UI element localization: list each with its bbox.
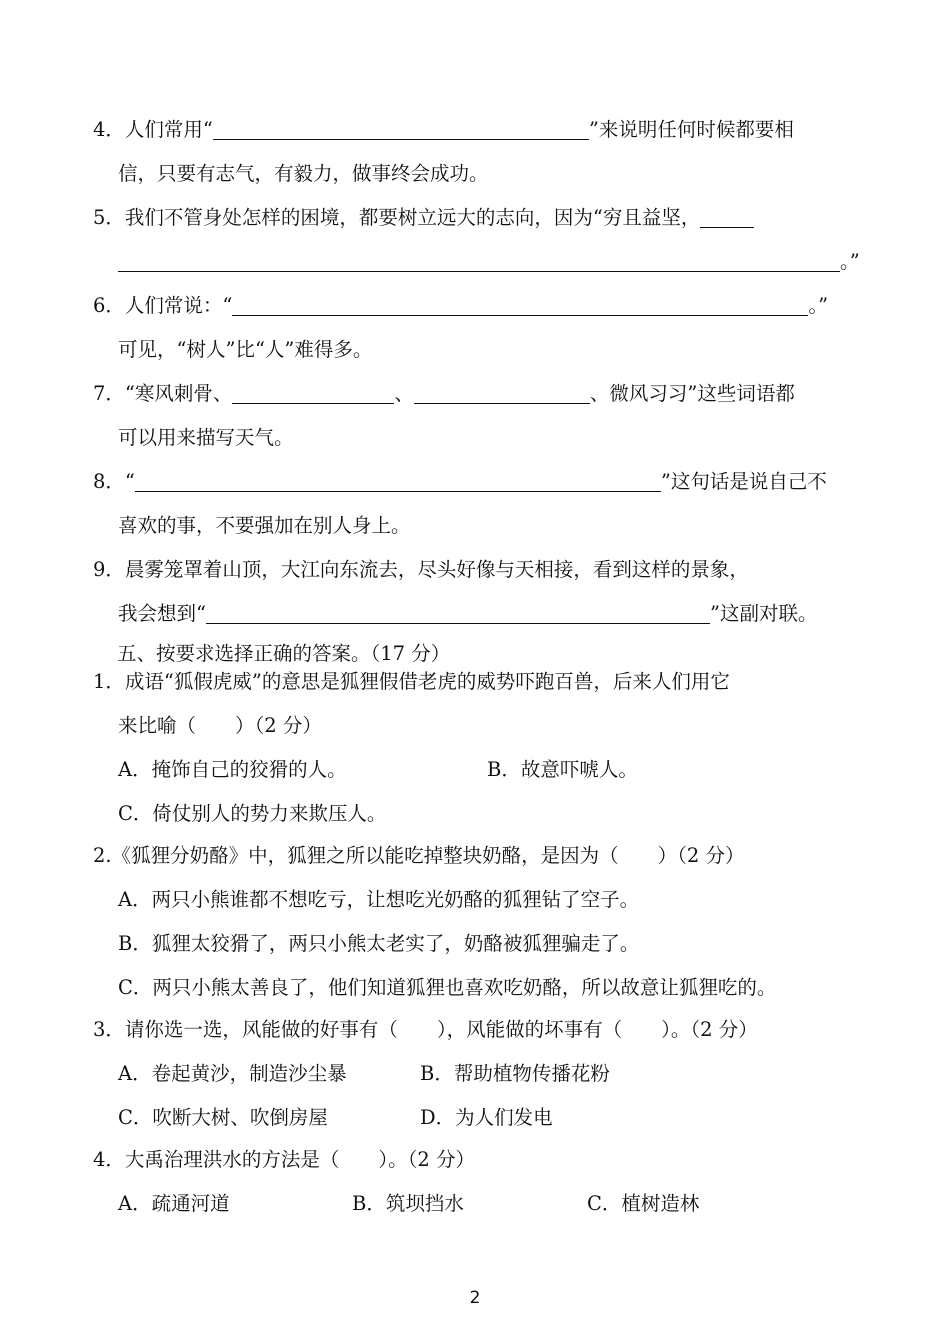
q8-line1	[93, 468, 827, 496]
q5-line1	[93, 204, 754, 232]
q6-answer-blank[interactable]	[232, 293, 808, 316]
q4-line1	[93, 116, 794, 144]
s5-q3-option-a[interactable]: A．卷起黄沙，制造沙尘暴	[118, 1062, 347, 1085]
q4-line2: 信，只要有志气，有毅力，做事终会成功。	[118, 162, 489, 185]
s5-q2-option-b[interactable]: B．狐狸太狡猾了，两只小熊太老实了，奶酪被狐狸骗走了。	[118, 932, 640, 955]
q9-answer-blank[interactable]	[206, 601, 710, 624]
s5-q1-line1: 1．成语“狐假虎威”的意思是狐狸假借老虎的威势吓跑百兽，后来人们用它	[93, 670, 730, 693]
page-number: 2	[469, 1288, 481, 1308]
q9-text-pre: 我会想到“	[118, 602, 206, 625]
s5-q1-option-c[interactable]: C．倚仗别人的势力来欺压人。	[118, 802, 387, 825]
q6-text-post: 。”	[808, 294, 829, 317]
q5-text: 5．我们不管身处怎样的困境，都要树立远大的志向，因为“穷且益坚，	[93, 206, 701, 229]
q7-text-pre: 7．“寒风刺骨、	[93, 382, 233, 405]
q5-line2	[118, 248, 860, 276]
q5-answer-blank[interactable]	[118, 249, 840, 272]
s5-q2-stem: 2.《狐狸分奶酪》中，狐狸之所以能吃掉整块奶酪，是因为（ ）（2 分）	[93, 844, 745, 867]
q7-text-post: 、微风习习”这些词语都	[589, 382, 795, 405]
q7-answer-blank-1[interactable]	[232, 381, 394, 404]
s5-q4-stem: 4．大禹治理洪水的方法是（ ）。（2 分）	[93, 1148, 476, 1171]
q7-answer-blank-2[interactable]	[414, 381, 590, 404]
s5-q2-option-a[interactable]: A．两只小熊谁都不想吃亏，让想吃光奶酪的狐狸钻了空子。	[118, 888, 640, 911]
q4-answer-blank[interactable]	[213, 117, 589, 140]
s5-q4-option-b[interactable]: B．筑坝挡水	[352, 1192, 464, 1215]
s5-q3-option-d[interactable]: D．为人们发电	[420, 1106, 553, 1129]
q8-text-pre: 8．“	[93, 470, 135, 493]
q6-text-pre: 6．人们常说：“	[93, 294, 233, 317]
q8-text-post: ”这句话是说自己不	[660, 470, 827, 493]
s5-q3-stem: 3．请你选一选，风能做的好事有（ ），风能做的坏事有（ ）。（2 分）	[93, 1018, 758, 1041]
q8-answer-blank[interactable]	[135, 469, 661, 492]
q6-line2: 可见，“树人”比“人”难得多。	[118, 338, 373, 361]
q7-line2: 可以用来描写天气。	[118, 426, 294, 449]
section5-heading: 五、按要求选择正确的答案。（17 分）	[117, 642, 451, 665]
q5-text-end: 。”	[840, 250, 860, 273]
q4-text-post: ”来说明任何时候都要相	[588, 118, 794, 141]
s5-q3-option-b[interactable]: B．帮助植物传播花粉	[420, 1062, 610, 1085]
q9-text-post: ”这副对联。	[709, 602, 818, 625]
s5-q1-option-b[interactable]: B．故意吓唬人。	[487, 758, 638, 781]
s5-q2-option-c[interactable]: C．两只小熊太善良了，他们知道狐狸也喜欢吃奶酪，所以故意让狐狸吃的。	[118, 976, 777, 999]
q5-answer-blank-start[interactable]	[700, 205, 754, 228]
q7-text-mid: 、	[394, 382, 414, 405]
q6-line1	[93, 292, 828, 320]
q4-text-pre: 4．人们常用“	[93, 118, 213, 141]
q8-line2: 喜欢的事，不要强加在别人身上。	[118, 514, 411, 537]
q9-line1: 9．晨雾笼罩着山顶，大江向东流去，尽头好像与天相接，看到这样的景象，	[93, 558, 749, 581]
s5-q1-option-a[interactable]: A．掩饰自己的狡猾的人。	[118, 758, 347, 781]
s5-q3-option-c[interactable]: C．吹断大树、吹倒房屋	[118, 1106, 328, 1129]
s5-q4-option-a[interactable]: A．疏通河道	[118, 1192, 230, 1215]
q9-line2	[118, 600, 817, 628]
s5-q1-line2: 来比喻（ ）（2 分）	[118, 714, 322, 737]
s5-q4-option-c[interactable]: C．植树造林	[587, 1192, 700, 1215]
q7-line1	[93, 380, 795, 408]
